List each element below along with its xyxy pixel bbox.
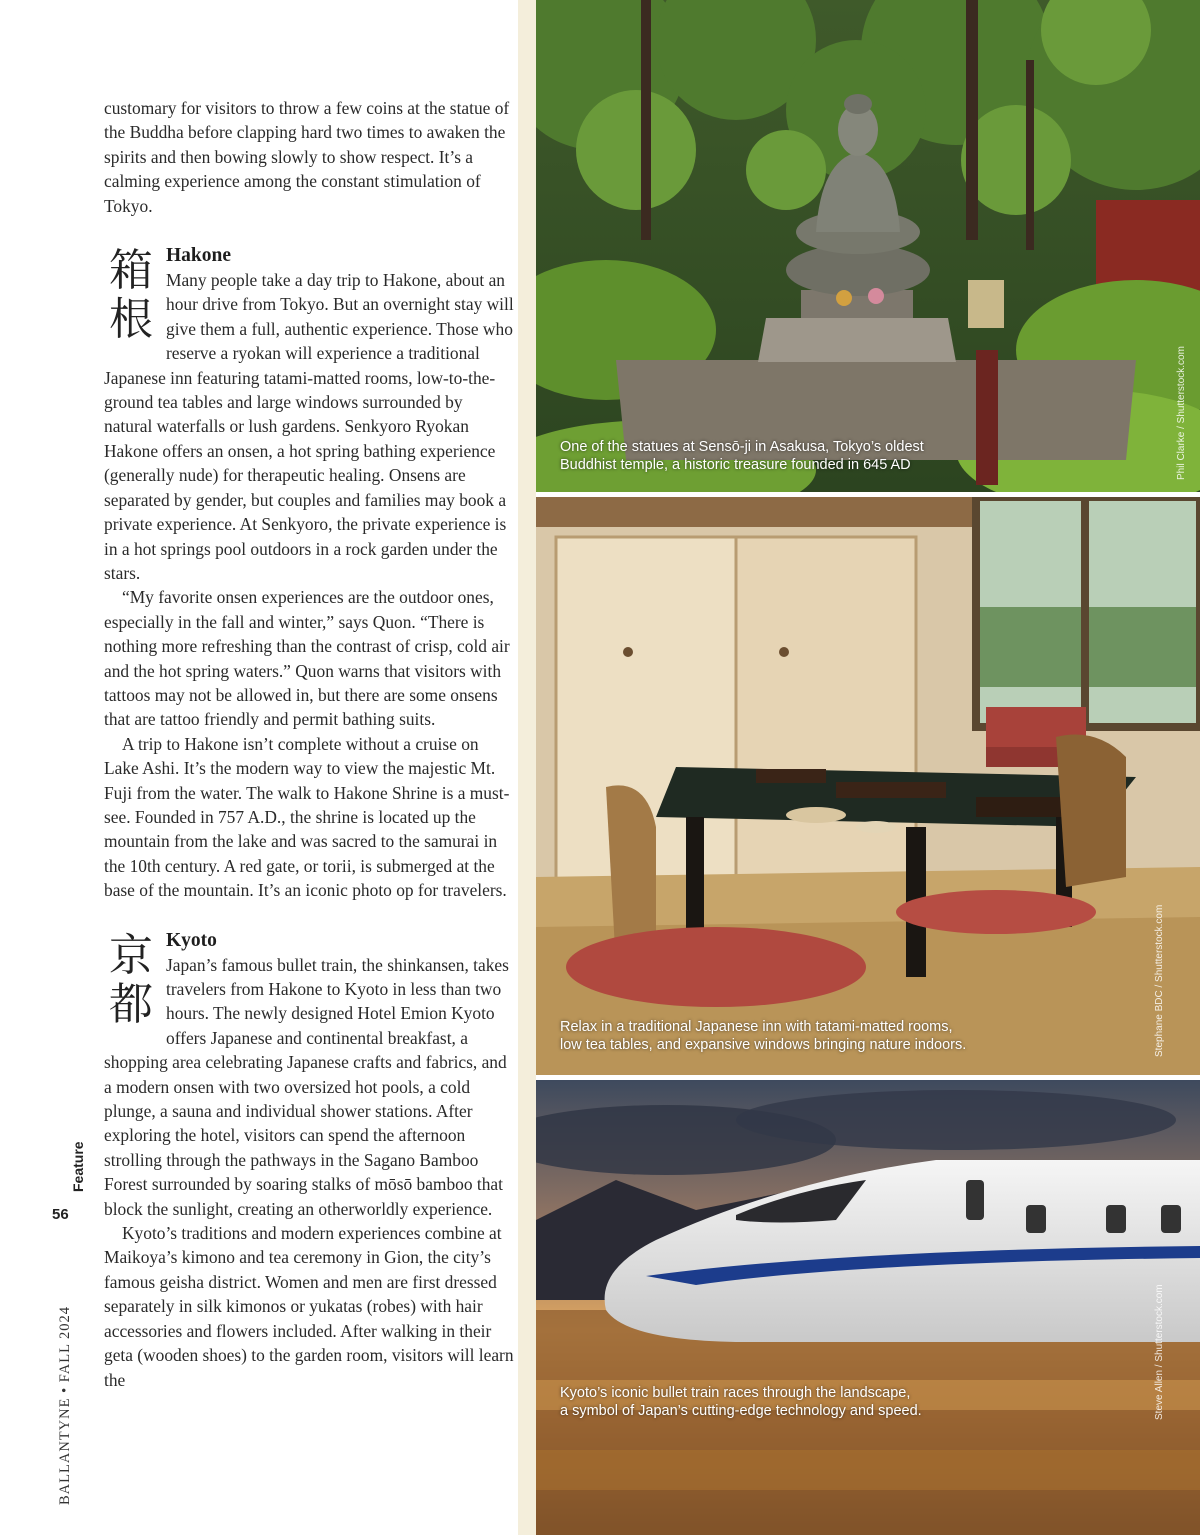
photo-caption xyxy=(560,438,924,474)
hakone-heading: Hakone xyxy=(166,245,232,267)
caption-line: Buddhist temple, a historic treasure founded in 645 AD xyxy=(560,457,911,473)
kyoto-kanji-text: 京都 xyxy=(109,929,153,1030)
lead-paragraph: customary for visitors to throw a few coins at the statue of the Buddha before clapping hard two times to awaken the spirits and then bowing slowly to show respect. It’s a calming experience among the constant stimulation of Tokyo. xyxy=(104,98,510,216)
folio-page-number: 56 xyxy=(52,1206,69,1223)
page-gutter xyxy=(518,0,536,1535)
kyoto-paragraph: Kyoto’s traditions and modern experiences combine at Maikoya’s kimono and tea ceremony in Gion, the city’s famous geisha district. Women and men are first dressed separately in silk kimonos or yukatas (robes) with hair accessories and flowers included. After walking in their geta (wooden shoes) to the garden room, visitors will learn the xyxy=(104,1223,514,1390)
kyoto-heading: Kyoto xyxy=(166,929,217,951)
photo-bullet-train xyxy=(536,1080,1200,1535)
caption-line: Kyoto’s iconic bullet train races through the landscape, xyxy=(560,1385,911,1401)
bullet-train-photo-icon xyxy=(536,1080,1200,1535)
caption-line: a symbol of Japan’s cutting-edge technology and speed. xyxy=(560,1403,922,1419)
photo-ryokan-room xyxy=(536,497,1200,1075)
hakone-paragraph: Many people take a day trip to Hakone, about an hour drive from Tokyo. But an overnight stay will give them a full, authentic experience. Those who reserve a ryokan will experience a traditional Japanese inn featuring tatami-matted rooms, low-to-the-ground tea tables and large windows surrounded by natural waterfalls or lush gardens. Senkyoro Ryokan Hakone offers an onsen, a hot spring bathing experience (generally nude) for therapeutic healing. Onsens are separated by gender, but couples and families may book a private experience. At Senkyoro, the private experience is in a hot springs pool outdoors in a rock garden under the stars. xyxy=(104,270,514,583)
folio-publication: BALLANTYNE • FALL 2024 xyxy=(57,1305,73,1505)
photo-credit: Stephane BDC / Shutterstock.com xyxy=(1154,904,1165,1057)
hakone-kanji-text: 箱根 xyxy=(109,245,153,346)
hakone-paragraph: A trip to Hakone isn’t complete without a cruise on Lake Ashi. It’s the modern way to view the majestic Mt. Fuji from the water. The walk to Hakone Shrine is a must-see. Founded in 757 A.D., the shrine is located up the mountain from the lake and was sacred to the samurai in the 10th century. A red gate, or torii, is submerged at the base of the mountain. It’s an iconic photo op for travelers. xyxy=(104,733,510,901)
section-hakone xyxy=(104,244,514,903)
caption-line: One of the statues at Sensō-ji in Asakusa, Tokyo’s oldest xyxy=(560,439,924,455)
ryokan-room-photo-icon xyxy=(536,497,1200,1075)
buddha-statue-photo-icon xyxy=(536,0,1200,492)
kyoto-kanji xyxy=(104,931,158,1029)
hakone-paragraph: “My favorite onsen experiences are the outdoor ones, especially in the fall and winter,” says Quon. “There is nothing more refreshing than the contrast of crisp, cold air and the hot spring waters.” Quon warns that visitors with tattoos may not be allowed in, but there are some onsens that are tattoo friendly and permit bathing suits. xyxy=(104,587,510,730)
caption-line: low tea tables, and expansive windows bringing nature indoors. xyxy=(560,1037,967,1053)
hakone-kanji xyxy=(104,246,158,344)
photo-credit: Phil Clarke / Shutterstock.com xyxy=(1176,346,1187,480)
photo-credit: Steve Allen / Shutterstock.com xyxy=(1154,1284,1165,1420)
photo-caption xyxy=(560,1384,922,1420)
folio-section: Feature xyxy=(70,1141,86,1192)
photo-buddha-statue xyxy=(536,0,1200,492)
caption-line: Relax in a traditional Japanese inn with tatami-matted rooms, xyxy=(560,1019,953,1035)
article-column xyxy=(104,96,514,1392)
photo-caption xyxy=(560,1018,966,1054)
kyoto-paragraph: Japan’s famous bullet train, the shinkansen, takes travelers from Hakone to Kyoto in less than two hours. The newly designed Hotel Emion Kyoto offers Japanese and continental breakfast, a shopping area celebrating Japanese crafts and fabrics, and a modern onsen with two oversized hot pools, a cold plunge, a sauna and individual shower stations. After exploring the hotel, visitors can spend the afternoon strolling through the pathways in the Sagano Bamboo Forest surrounded by soaring stalks of mōsō bamboo that block the sunlight, creating an otherworldly experience. xyxy=(104,954,509,1219)
section-kyoto xyxy=(104,929,514,1392)
